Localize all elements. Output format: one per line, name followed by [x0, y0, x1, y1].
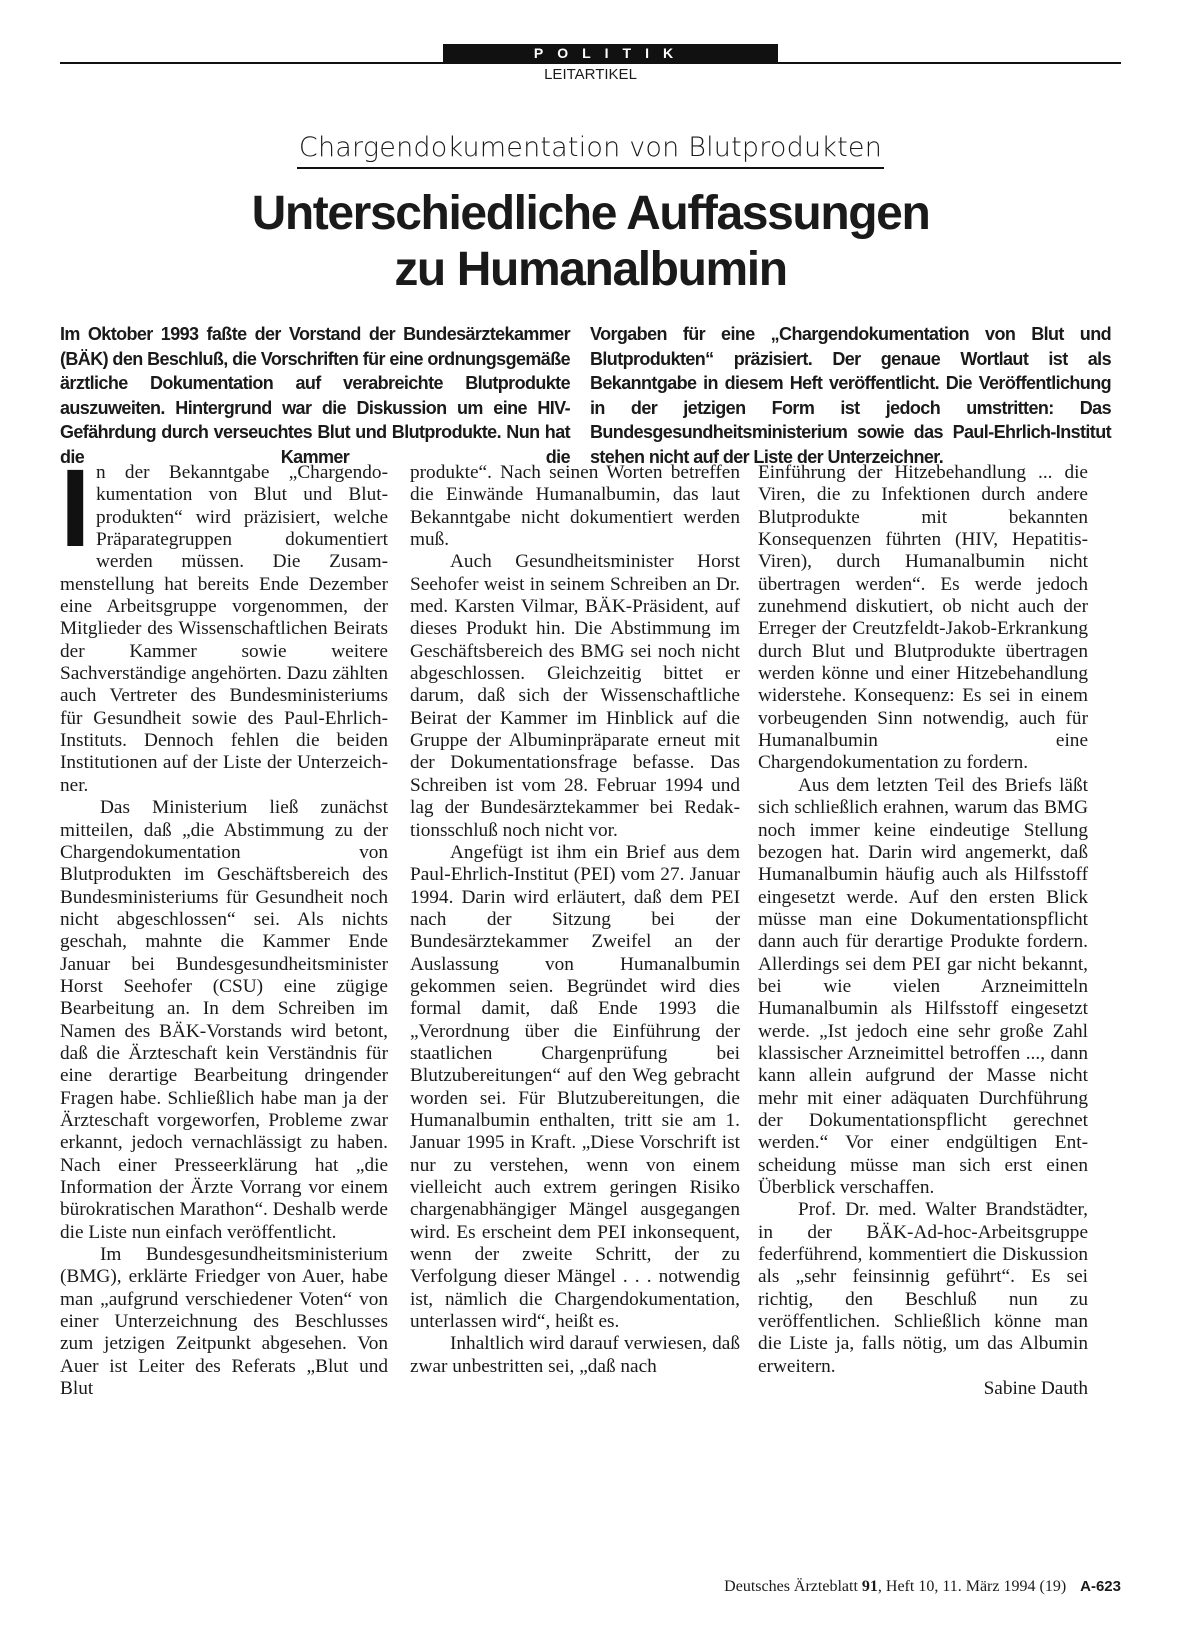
author-signature: Sabine Dauth — [983, 1378, 1088, 1400]
paragraph: Angefügt ist ihm ein Brief aus dem Paul-Ehrlich-Institut (PEI) vom 27. Januar 1994. Darin wird erläutert, daß dem PEI nach der Sitzung bei der Bundesärztekammer Zweifel an der Auslassung von Humanalbumin gekommen seien. Begründet wird dies formal damit, daß Ende 1993 die „Verordnung über die Einführung der staatlichen Chargenprüfung bei Blutzubereitungen“ auf den Weg gebracht worden sei. Für Blutzubereitungen, die Humanalbumin enthalten, tritt sie am 1. Januar 1995 in Kraft. „Diese Vorschrift ist nur zu verstehen, wenn von einem vielleicht auch extrem geringen Risiko chargenabhängiger Mängel ausgegangen wird. Es erscheint dem PEI inkonsequent, wenn der zweite Schritt, der zu Verfolgung dieser Mängel . . . notwendig ist, nämlich die Chargendokumentation, unterlassen wird“, heißt es. — [410, 841, 740, 1333]
paragraph: produkte“. Nach seinen Worten betreffen die Einwände Humanalbumin, das laut Bekanntgabe nicht dokumentiert werden muß. — [410, 462, 740, 551]
journal-volume: 91 — [861, 1578, 878, 1595]
paragraph: Aus dem letzten Teil des Briefs läßt sich schließlich erahnen, warum das BMG noch immer keine eindeutige Stellung bezogen hat. Darin wird angemerkt, daß Humanalbumin häufig auch als Hilfsstoff eingesetzt werde. Auf den ersten Blick müsse man eine Dokumentationspflicht dann auch für derartige Produkte fordern. Allerdings sei dem PEI gar nicht bekannt, bei wie vielen Arzneimitteln Humanalbumin als Hilfsstoff eingesetzt werde. „Ist jedoch eine sehr große Zahl klassischer Arzneimittel betroffen ..., dann kann allein aufgrund der Masse nicht mehr mit einer adäquaten Durchführung der Dokumentationspflicht gerechnet werden.“ Vor einer endgültigen Entscheidung müsse man sich erst einen Überblick verschaffen. — [758, 774, 1088, 1198]
headline-line-1: Unterschiedliche Auffassungen — [251, 187, 930, 240]
paragraph: Das Ministerium ließ zunächst mitteilen, daß „die Abstimmung zu der Chargendokumentation von Blutprodukten im Geschäftsbereich des Bundesministeriums für Gesundheit noch nicht abgeschlossen“ sei. Als nichts geschah, mahnte die Kammer Ende Januar bei Bundesgesundheitsminister Horst Seehofer (CSU) eine zügige Bearbeitung an. In dem Schreiben im Namen des BÄK-Vorstands wird betont, daß die Ärzteschaft kein Verständnis für eine derartige Bearbeitung dringender Fragen habe. Schließlich habe man ja der Ärzteschaft vorgeworfen, Probleme zwar erkannt, jedoch vernachlässigt zu haben. Nach einer Presseerklärung hat „die Information der Ärzte Vorrang vor einem bürokratischen Marathon“. Deshalb werde die Liste nun einfach veröffentlicht. — [60, 797, 388, 1243]
article-column-3 — [758, 462, 1088, 1400]
page-number: A-623 — [1080, 1578, 1121, 1595]
lead-right: Vorgaben für eine „Chargendokumentation von Blut und Blutprodukten“ präzisiert. Der genaue Wortlaut ist als Bekanntgabe in diesem Heft veröffentlicht. Die Veröffentlichung in der jetzigen Form ist jedoch umstritten: Das Bundesgesundheitsministerium sowie das Paul-Ehrlich-Institut stehen nicht auf der Liste der Unterzeichner. — [590, 324, 1111, 467]
journal-issue: , Heft 10, 11. März 1994 (19) — [877, 1578, 1067, 1595]
paragraph: Einführung der Hitzebehandlung ... die Viren, die zu Infektionen durch andere Blutprodukte mit bekannten Konsequenzen führten (HIV, Hepatitis-Viren), durch Humanalbumin nicht übertragen werden“. Es werde jedoch zunehmend diskutiert, ob nicht auch der Erreger der Creutzfeldt-Jakob-Erkrankung durch Blut und Blutprodukte übertragen werden könne und einer Hitzebehandlung widerstehe. Konsequenz: Es sei in einem vorbeugenden Sinn notwendig, auch für Humanalbumin eine Chargendokumentation zu fordern. — [758, 462, 1088, 774]
article-column-2 — [410, 462, 740, 1378]
paragraph: n der Bekanntgabe „Chargendokumentation von Blut und Blutprodukten“ wird präzisiert, welche Präparategruppen dokumentiert werden müssen. Die Zusammenstellung hat bereits Ende Dezember eine Arbeitsgruppe vorgenommen, der Mitglieder des Wissenschaftlichen Beirats der Kammer sowie weitere Sachverständige angehörten. Dazu zählten auch Vertreter des Bundesministeriums für Gesundheit sowie des Paul-Ehrlich-Instituts. Dennoch fehlen die beiden Institutionen auf der Liste der Unterzeichner. — [60, 462, 388, 796]
lead-left: Im Oktober 1993 faßte der Vorstand der Bundesärztekammer (BÄK) den Beschluß, die Vorschriften für eine ordnungsgemäße ärztliche Dokumentation auf verabreichte Blutprodukte auszuweiten. Hintergrund war die Diskussion um eine HIV-Gefährdung durch verseuchtes Blut und Blutprodukte. Nun hat die Kammer die — [60, 324, 570, 467]
paragraph: Inhaltlich wird darauf verwiesen, daß zwar unbestritten sei, „daß nach — [410, 1333, 740, 1377]
dropcap: I — [60, 447, 91, 570]
rubric: LEITARTIKEL — [544, 66, 637, 83]
section-label: POLITIK — [443, 44, 778, 63]
paragraph: Prof. Dr. med. Walter Brandstädter, in der BÄK-Ad-hoc-Arbeitsgruppe federführend, kommentiert die Diskussion als „sehr feinsinnig geführt“. Es sei richtig, den Beschluß nun zu veröffentlichen. Schließlich könne man die Liste ja, falls nötig, um das Albumin erweitern. — [758, 1199, 1088, 1377]
kicker: Chargendokumentation von Blutprodukten — [297, 130, 884, 169]
paragraph: Im Bundesgesundheitsministerium (BMG), erklärte Friedger von Auer, habe man „aufgrund verschiedener Voten“ von einer Unterzeichnung des Beschlusses zum jetzigen Zeitpunkt abgesehen. Von Auer ist Leiter des Referats „Blut und Blut — [60, 1244, 388, 1400]
section-header — [60, 40, 1121, 63]
article-column-1 — [60, 447, 388, 1400]
journal-name: Deutsches Ärzteblatt — [724, 1578, 858, 1595]
page-footer — [0, 1577, 1121, 1597]
paragraph: Auch Gesundheitsminister Horst Seehofer weist in seinem Schreiben an Dr. med. Karsten Vilmar, BÄK-Präsident, auf dieses Produkt hin. Die Abstimmung im Geschäftsbereich des BMG sei noch nicht abgeschlossen. Gleichzeitig bittet er darum, daß sich der Wissenschaftliche Beirat der Kammer im Hinblick auf die Gruppe der Albuminpräparate erneut mit der Dokumentationsfrage befasse. Das Schreiben ist vom 28. Februar 1994 und lag der Bundesärztekammer bei Redaktionsschluß noch nicht vor. — [410, 551, 740, 841]
headline — [0, 186, 1181, 298]
kicker-container — [0, 130, 1181, 169]
headline-line-2: zu Humanalbumin — [394, 243, 787, 296]
